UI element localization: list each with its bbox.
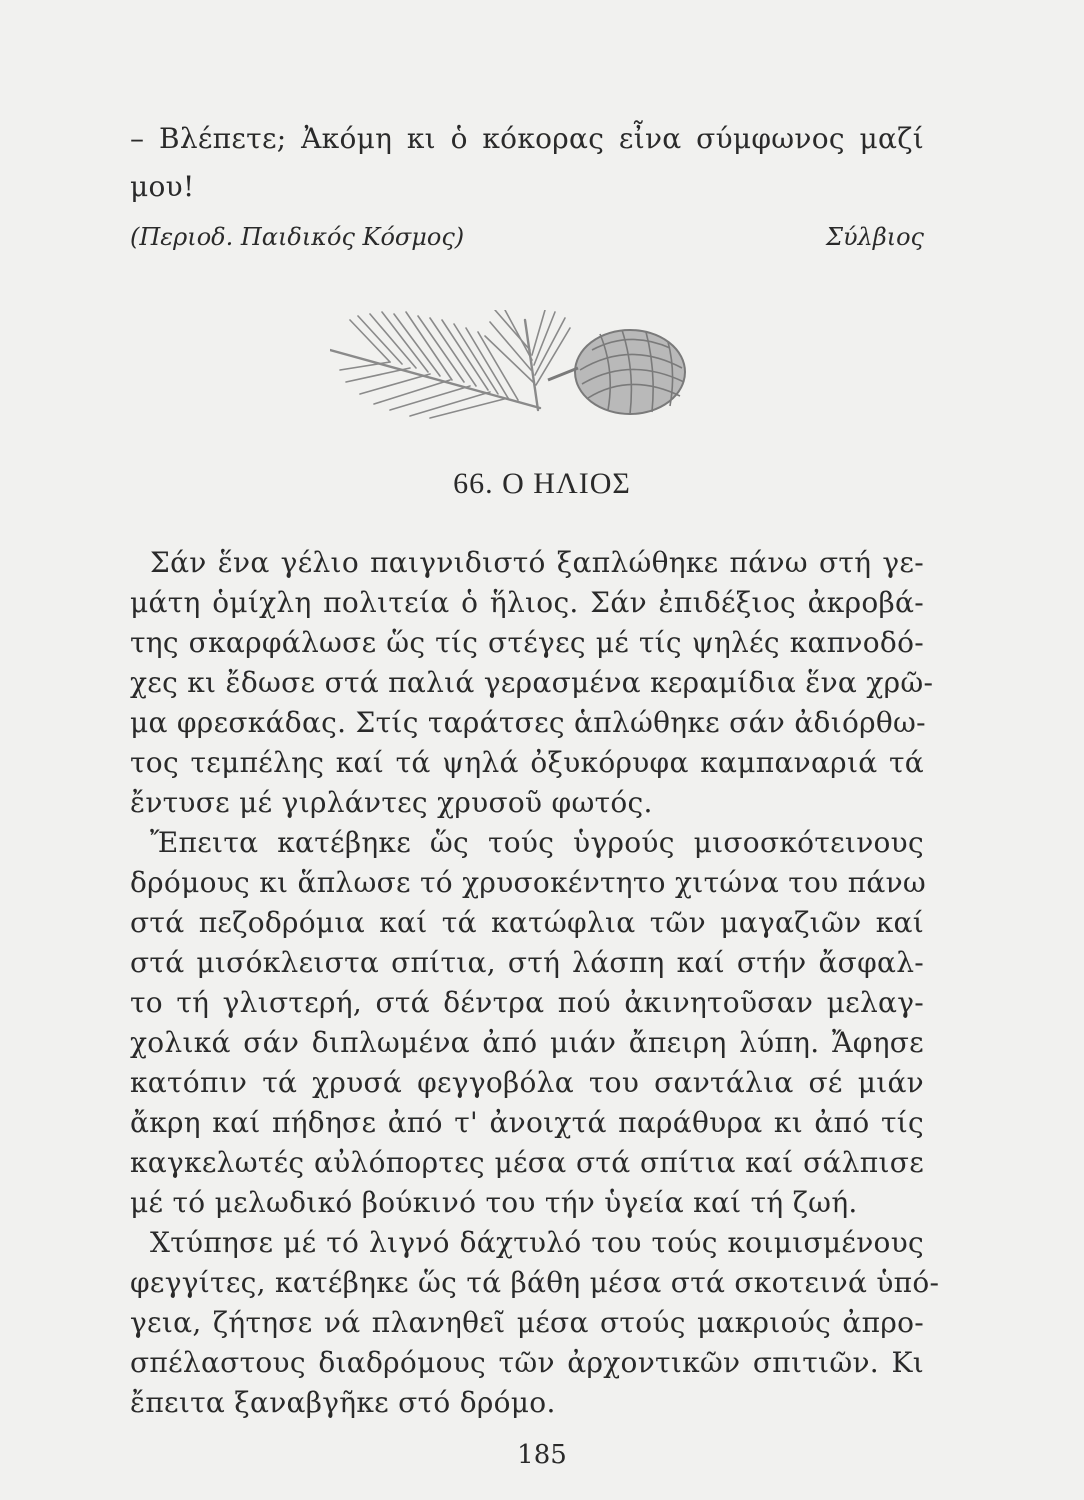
text-line: στά μισόκλειστα σπίτια, στή λάσπη καί στήν ἄσφαλ- [130, 946, 924, 979]
text-line: Ἔπειτα κατέβηκε ὥς τούς ὑγρούς μισοσκότεινους [150, 826, 924, 859]
text-line: ἔπειτα ξαναβγῆκε στό δρόμο. [130, 1386, 556, 1419]
text-line: Χτύπησε μέ τό λιγνό δάχτυλό του τούς κοιμισμένους [150, 1226, 924, 1259]
source-periodical: (Περιοδ. Παιδικός Κόσμος) [130, 223, 465, 251]
text-line: μάτη ὁμίχλη πολιτεία ὁ ἥλιος. Σάν ἐπιδέξιος ἀκροβά- [130, 586, 924, 619]
intro-line: μου! [130, 170, 195, 203]
text-line: Σάν ἕνα γέλιο παιγνιδιστό ξαπλώθηκε πάνω στή γε- [150, 546, 924, 579]
page-number: 185 [517, 1440, 567, 1470]
text-line: στά πεζοδρόμια καί τά κατώφλια τῶν μαγαζιῶν καί [130, 906, 924, 939]
chapter-title: 66. Ο ΗΛΙΟΣ [453, 467, 631, 500]
intro-line: – Βλέπετε; Ἀκόμη κι ὁ κόκορας εἶνα σύμφωνος μαζί [130, 122, 924, 155]
text-line: καγκελωτές αὐλόπορτες μέσα στά σπίτια καί σάλπισε [130, 1146, 924, 1179]
text-line: ἄκρη καί πήδησε ἀπό τ' ἀνοιχτά παράθυρα κι ἀπό τίς [130, 1106, 924, 1139]
text-line: φεγγίτες, κατέβηκε ὥς τά βάθη μέσα στά σκοτεινά ὑπό- [130, 1266, 940, 1299]
text-line: χες κι ἔδωσε στά παλιά γερασμένα κεραμίδια ἕνα χρῶ- [130, 666, 934, 699]
text-line: ἔντυσε μέ γιρλάντες χρυσοῦ φωτός. [130, 786, 653, 819]
pine-branch-cone-icon [330, 310, 710, 420]
text-line: κατόπιν τά χρυσά φεγγοβόλα του σαντάλια σέ μιάν [130, 1066, 924, 1099]
text-line: τος τεμπέλης καί τά ψηλά ὀξυκόρυφα καμπαναριά τά [130, 746, 924, 779]
source-author: Σύλβιος [826, 223, 924, 251]
text-line: της σκαρφάλωσε ὥς τίς στέγες μέ τίς ψηλές καπνοδό- [130, 626, 924, 659]
text-line: μέ τό μελωδικό βούκινό του τήν ὑγεία καί τή ζωή. [130, 1186, 858, 1219]
text-line: μα φρεσκάδας. Στίς ταράτσες ἁπλώθηκε σάν ἀδιόρθω- [130, 706, 926, 739]
text-line: χολικά σάν διπλωμένα ἀπό μιάν ἄπειρη λύπη. Ἄφησε [130, 1026, 924, 1059]
text-line: δρόμους κι ἅπλωσε τό χρυσοκέντητο χιτώνα του πάνω [130, 866, 927, 899]
text-line: το τή γλιστερή, στά δέντρα πού ἀκινητοῦσαν μελαγ- [130, 986, 924, 1019]
text-line: σπέλαστους διαδρόμους τῶν ἀρχοντικῶν σπιτιῶν. Κι [130, 1346, 924, 1379]
text-line: γεια, ζήτησε νά πλανηθεῖ μέσα στούς μακριούς ἀπρο- [130, 1306, 924, 1339]
